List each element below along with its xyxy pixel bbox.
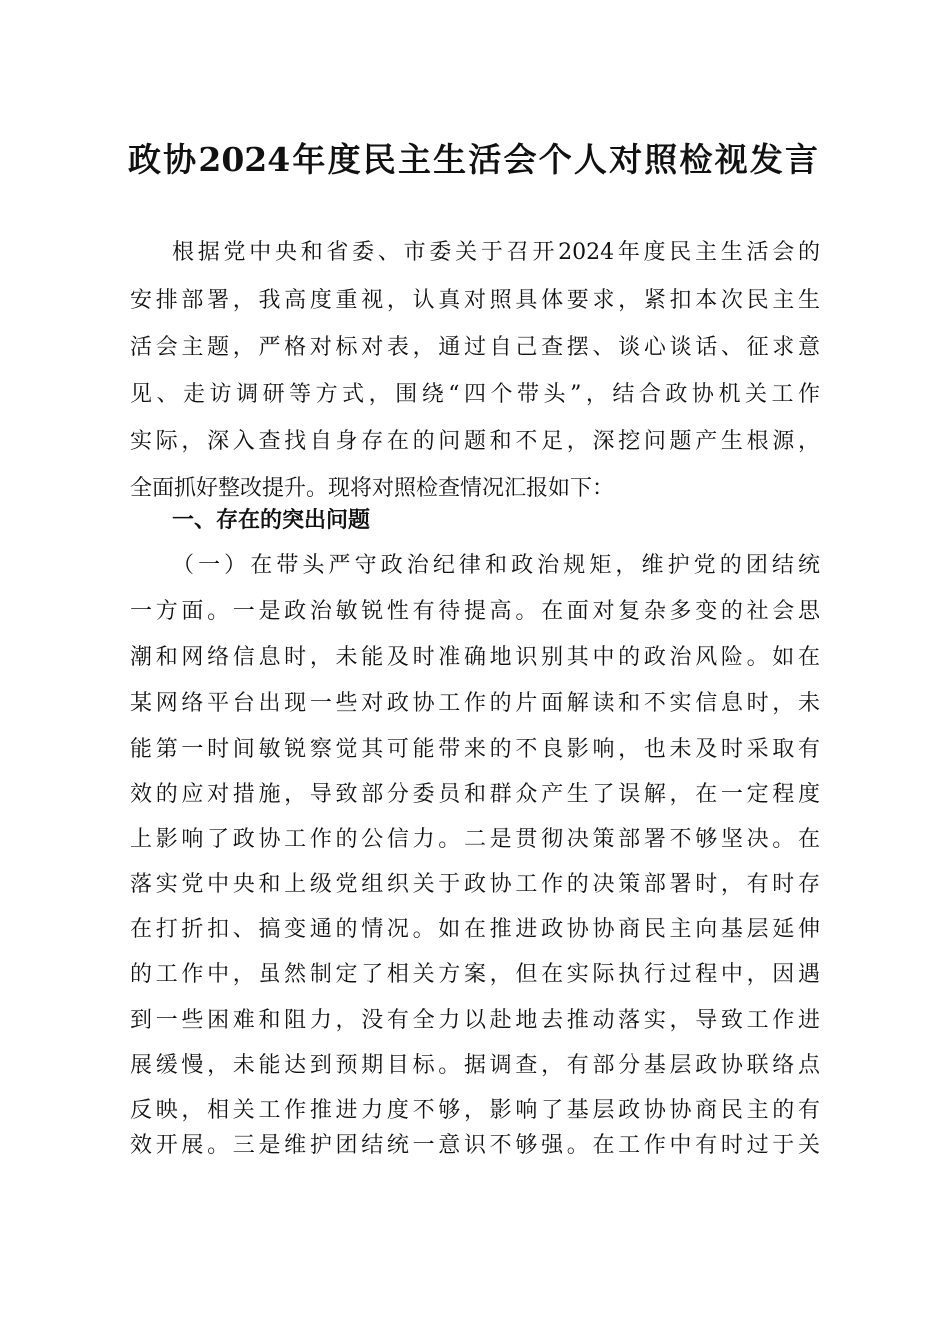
- paragraph-line: 效开展。三是维护团结统一意识不够强。在工作中有时过于关: [130, 1133, 820, 1158]
- paragraph-line: 安排部署，我高度重视，认真对照具体要求，紧扣本次民主生: [130, 288, 820, 313]
- section-heading: 一、存在的突出问题: [172, 508, 371, 533]
- paragraph-line: 反映，相关工作推进力度不够，影响了基层政协协商民主的有: [130, 1098, 820, 1123]
- paragraph-line: 能第一时间敏锐察觉其可能带来的不良影响，也未及时采取有: [130, 737, 820, 762]
- paragraph-line: 全面抓好整改提升。现将对照检查情况汇报如下：: [130, 476, 615, 501]
- paragraph-line: 落实党中央和上级党组织关于政协工作的决策部署时，有时存: [130, 872, 820, 897]
- paragraph-line: 的工作中，虽然制定了相关方案，但在实际执行过程中，因遇: [130, 962, 820, 987]
- document-title: 政协2024年度民主生活会个人对照检视发言: [128, 140, 818, 179]
- paragraph-line: 实际，深入查找自身存在的问题和不足，深挖问题产生根源，: [130, 429, 820, 454]
- paragraph-line: 一方面。一是政治敏锐性有待提高。在面对复杂多变的社会思: [130, 599, 820, 624]
- paragraph-line: 在打折扣、搞变通的情况。如在推进政协协商民主向基层延伸: [130, 917, 820, 942]
- paragraph-line: 见、走访调研等方式，围绕“四个带头”，结合政协机关工作: [130, 382, 820, 407]
- paragraph-line: 到一些困难和阻力，没有全力以赴地去推动落实，导致工作进: [130, 1008, 820, 1033]
- paragraph-line: 上影响了政协工作的公信力。二是贯彻决策部署不够坚决。在: [130, 827, 820, 852]
- paragraph-line: 某网络平台出现一些对政协工作的片面解读和不实信息时，未: [130, 691, 820, 716]
- paragraph-line: 展缓慢，未能达到预期目标。据调查，有部分基层政协联络点: [130, 1053, 820, 1078]
- paragraph-line: 活会主题，严格对标对表，通过自己查摆、谈心谈话、征求意: [130, 335, 820, 360]
- paragraph-line: 根据党中央和省委、市委关于召开2024年度民主生活会的: [172, 240, 820, 265]
- paragraph-line: （一）在带头严守政治纪律和政治规矩，维护党的团结统: [172, 553, 820, 578]
- paragraph-line: 效的应对措施，导致部分委员和群众产生了误解，在一定程度: [130, 782, 820, 807]
- paragraph-line: 潮和网络信息时，未能及时准确地识别其中的政治风险。如在: [130, 645, 820, 670]
